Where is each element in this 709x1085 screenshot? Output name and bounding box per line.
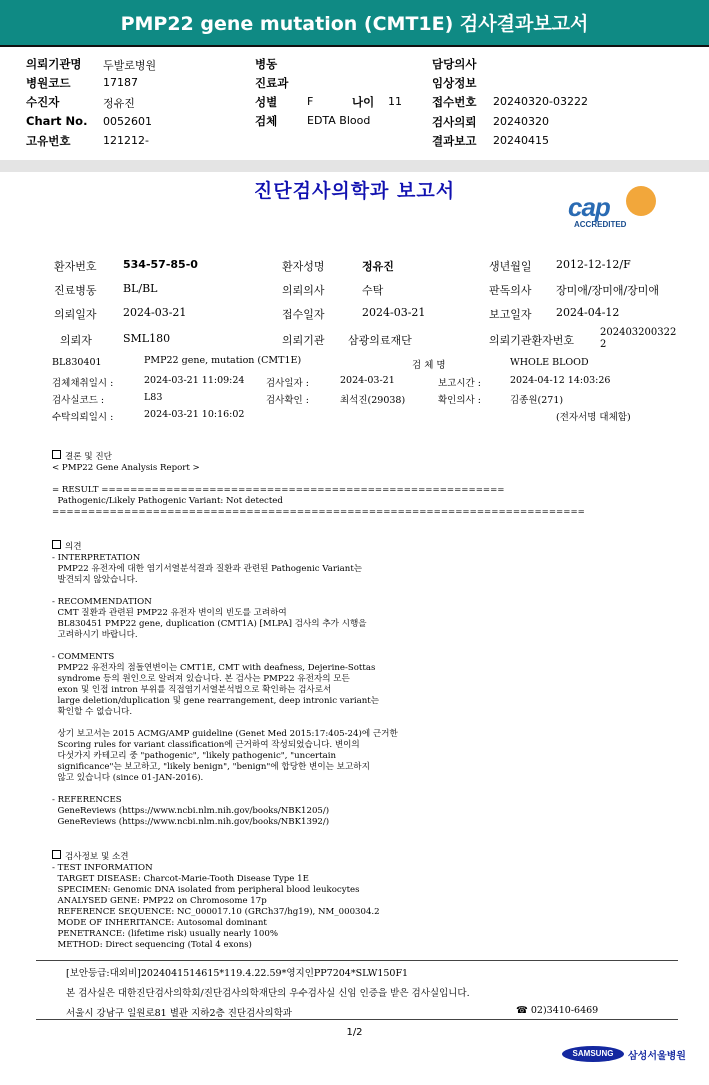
report-line <box>52 641 672 652</box>
report-line <box>52 663 672 674</box>
header-label: Chart No. <box>26 114 88 128</box>
report-line <box>52 751 672 762</box>
checkbox-square-icon <box>52 540 61 549</box>
report-line <box>52 685 672 696</box>
header-value: 20240320 <box>493 115 549 128</box>
report-line-text: MODE OF INHERITANCE: Autosomal dominant <box>52 918 267 928</box>
info-label: 환자성명 <box>282 260 325 273</box>
info-value: 삼광의료재단 <box>348 334 412 347</box>
request-header <box>0 54 709 150</box>
info-label: 의뢰기관환자번호 <box>489 334 575 347</box>
report-line-text: = RESULT ======================================================== <box>52 485 505 495</box>
info-value: 수탁 <box>362 284 384 297</box>
info-label: 의뢰기관 <box>282 334 325 347</box>
header-value: 17187 <box>103 76 138 89</box>
report-body <box>52 450 672 951</box>
report-line <box>52 762 672 773</box>
report-line-text: 검사정보 및 소견 <box>65 852 129 862</box>
header-label: 검사의뢰 <box>432 115 477 129</box>
info-label: 의뢰의사 <box>282 284 325 297</box>
report-line-text: TARGET DISEASE: Charcot-Marie-Tooth Disease Type 1E <box>52 874 309 884</box>
spec-label: 보고시간 : <box>438 378 481 389</box>
report-line <box>52 597 672 608</box>
report-line <box>52 918 672 929</box>
report-line <box>52 463 672 474</box>
report-line <box>52 608 672 619</box>
report-line-text: 결론 및 진단 <box>65 452 112 462</box>
header-label: 수진자 <box>26 95 60 109</box>
report-line <box>52 885 672 896</box>
info-label: 의뢰일자 <box>54 308 97 321</box>
report-line-text: large deletion/duplication 및 gene rearrangement, deep intronic variant는 <box>52 696 380 706</box>
info-label: 진료병동 <box>54 284 97 297</box>
info-value: 정유진 <box>362 260 394 273</box>
report-line <box>52 828 672 839</box>
report-line-text: - REFERENCES <box>52 795 122 805</box>
report-line <box>52 740 672 751</box>
report-line-text: 발견되지 않았습니다. <box>52 575 138 585</box>
report-line-text: ========================================================================== <box>52 507 585 517</box>
report-line-text: 의견 <box>65 542 82 552</box>
report-footer <box>36 960 678 1020</box>
checkbox-square-icon <box>52 850 61 859</box>
header-value: EDTA Blood <box>307 114 371 127</box>
spec-value: 최석진(29038) <box>340 395 406 406</box>
report-line <box>52 896 672 907</box>
spec-label: 검사확인 : <box>266 395 309 406</box>
report-line <box>52 718 672 729</box>
info-label: 생년월일 <box>489 260 532 273</box>
spec-value: L83 <box>144 392 163 403</box>
samsung-logo-pill: SAMSUNG <box>562 1046 624 1062</box>
report-line <box>52 696 672 707</box>
report-line-text: GeneReviews (https://www.ncbi.nlm.nih.gov/books/NBK1205/) <box>52 806 330 816</box>
header-value: 0052601 <box>103 115 152 128</box>
spec-value: 2024-03-21 <box>340 375 395 386</box>
header-label: 임상정보 <box>432 76 477 90</box>
security-line: [보안등급:대외비]2024041514615*119.4.22.59*영지인PP7204*SLW150F1 <box>66 968 409 979</box>
report-line <box>52 907 672 918</box>
report-line <box>52 707 672 718</box>
page-number: 1/2 <box>346 1027 363 1038</box>
hospital-name: 삼성서울병원 <box>628 1051 686 1062</box>
info-label: 의뢰자 <box>60 334 92 347</box>
banner-title: PMP22 gene mutation (CMT1E) 검사결과보고서 <box>120 13 589 35</box>
report-line <box>52 874 672 885</box>
report-line <box>52 773 672 784</box>
spec-value: 2024-03-21 11:09:24 <box>144 375 245 386</box>
section-heading <box>52 850 672 863</box>
report-line <box>52 795 672 806</box>
report-line <box>52 518 672 529</box>
report-banner <box>0 0 709 47</box>
report-line-text: 상기 보고서는 2015 ACMG/AMP guideline (Genet Med 2015:17:405-24)에 근거한 <box>52 729 398 739</box>
report-line <box>52 474 672 485</box>
header-value: 두발로병원 <box>103 59 157 72</box>
report-line-text: - TEST INFORMATION <box>52 863 153 873</box>
spec-value: 2024-03-21 10:16:02 <box>144 409 245 420</box>
lab-report <box>0 172 709 1085</box>
spec-label: 검사일자 : <box>266 378 309 389</box>
report-line <box>52 784 672 795</box>
report-line <box>52 496 672 507</box>
specimen-value: WHOLE BLOOD <box>510 357 589 368</box>
spec-value: 김종원(271) <box>510 395 564 406</box>
info-value-cont: 2 <box>600 339 607 350</box>
section-heading <box>52 540 672 553</box>
test-name: PMP22 gene, mutation (CMT1E) <box>144 355 302 366</box>
test-code: BL830401 <box>52 357 102 368</box>
section-divider <box>0 160 709 172</box>
header-label: 접수번호 <box>432 95 477 109</box>
info-label: 접수일자 <box>282 308 325 321</box>
report-line-text: 않고 있습니다 (since 01-JAN-2016). <box>52 773 204 783</box>
info-value: 2024-03-21 <box>362 306 426 319</box>
report-line-text: Scoring rules for variant classification에 근거하여 작성되었습니다. 변이의 <box>52 740 360 750</box>
header-label: 진료과 <box>255 76 289 90</box>
report-line-text: 다섯가지 카테고리 중 "pathogenic", "likely pathogenic", "uncertain <box>52 751 337 761</box>
header-value: 121212- <box>103 134 149 147</box>
report-title: 진단검사의학과 보고서 <box>253 180 456 202</box>
info-value: 202403200322 <box>600 327 677 338</box>
report-line-text: 고려하시기 바랍니다. <box>52 630 138 640</box>
report-line-text: METHOD: Direct sequencing (Total 4 exons) <box>52 940 252 950</box>
info-value: 2024-04-12 <box>556 306 620 319</box>
certification-line: 본 검사실은 대한진단검사의학회/진단검사의학재단의 우수검사실 신임 인증을 받은 검사실입니다. <box>66 988 470 999</box>
header-label: 검체 <box>255 114 278 128</box>
report-line <box>52 940 672 951</box>
report-line-text: REFERENCE SEQUENCE: NC_000017.10 (GRCh37/hg19), NM_000304.2 <box>52 907 380 917</box>
report-line <box>52 817 672 828</box>
section-heading <box>52 450 672 463</box>
header-label: 성별 <box>255 95 278 109</box>
spec-label: 검사실코드 : <box>52 395 105 406</box>
spec-label: 수탁의뢰일시 : <box>52 412 114 423</box>
header-value: 20240415 <box>493 134 549 147</box>
header-value: 정유진 <box>103 97 135 110</box>
report-line <box>52 630 672 641</box>
report-line <box>52 553 672 564</box>
report-line <box>52 485 672 496</box>
report-line-text: ANALYSED GENE: PMP22 on Chromosome 17p <box>52 896 267 906</box>
report-line <box>52 575 672 586</box>
report-line-text: significance"는 보고하고, "likely benign", "benign"에 합당한 변이는 보고하지 <box>52 762 370 772</box>
report-line-text: GeneReviews (https://www.ncbi.nlm.nih.gov/books/NBK1392/) <box>52 817 330 827</box>
report-line-text: - INTERPRETATION <box>52 553 141 563</box>
info-label: 환자번호 <box>54 260 97 273</box>
report-line-text: - COMMENTS <box>52 652 115 662</box>
header-value: F <box>307 95 314 108</box>
report-line-text: PMP22 유전자의 점돌연변이는 CMT1E, CMT with deafness, Dejerine-Sottas <box>52 663 376 673</box>
report-line-text: syndrome 등의 원인으로 알려져 있습니다. 본 검사는 PMP22 유전자의 모든 <box>52 674 350 684</box>
info-label: 보고일자 <box>489 308 532 321</box>
header-value: 11 <box>388 95 402 108</box>
report-line-text: Pathogenic/Likely Pathogenic Variant: Not detected <box>52 496 283 506</box>
report-line-text: exon 및 인접 intron 부위를 직접염기서열분석법으로 확인하는 검사로서 <box>52 685 332 695</box>
header-label: 의뢰기관명 <box>26 57 82 71</box>
report-line <box>52 729 672 740</box>
report-line <box>52 674 672 685</box>
report-line <box>52 619 672 630</box>
report-line-text: CMT 질환과 관련된 PMP22 유전자 변이의 빈도를 고려하여 <box>52 608 287 618</box>
cap-logo-sub: ACCREDITED <box>574 220 627 229</box>
header-label: 고유번호 <box>26 134 71 148</box>
report-line <box>52 929 672 940</box>
header-label: 나이 <box>352 95 375 109</box>
info-value: 장미애/장미애/장미애 <box>556 284 660 297</box>
samsung-hospital-logo <box>562 1044 684 1066</box>
report-line <box>52 806 672 817</box>
info-value: SML180 <box>123 332 171 345</box>
report-line <box>52 652 672 663</box>
cap-logo-word: cap <box>568 192 610 222</box>
header-label: 병원코드 <box>26 76 71 90</box>
cap-accredited-logo <box>568 186 660 230</box>
report-line-text: - RECOMMENDATION <box>52 597 152 607</box>
report-line-text: BL830451 PMP22 gene, duplication (CMT1A) [MLPA] 검사의 추가 시행을 <box>52 619 367 629</box>
header-label: 결과보고 <box>432 134 477 148</box>
spec-label: 검체채취일시 : <box>52 378 114 389</box>
info-label: 판독의사 <box>489 284 532 297</box>
report-line-text: PMP22 유전자에 대한 염기서열분석결과 질환과 관련된 Pathogenic Variant는 <box>52 564 363 574</box>
info-value: 2012-12-12/F <box>556 258 631 271</box>
report-line <box>52 507 672 518</box>
checkbox-square-icon <box>52 450 61 459</box>
phone-line: ☎ 02)3410-6469 <box>516 1005 599 1016</box>
e-signature-note: (전자서명 대체함) <box>556 412 631 423</box>
report-line <box>52 529 672 540</box>
info-value: 2024-03-21 <box>123 306 187 319</box>
spec-label: 확인의사 : <box>438 395 481 406</box>
report-line-text: PENETRANCE: (lifetime risk) usually nearly 100% <box>52 929 279 939</box>
header-label: 담당의사 <box>432 57 477 71</box>
report-line-text: < PMP22 Gene Analysis Report > <box>52 463 200 473</box>
specimen-label: 검 체 명 <box>412 360 446 371</box>
report-line <box>52 564 672 575</box>
header-label: 병동 <box>255 57 278 71</box>
header-value: 20240320-03222 <box>493 95 588 108</box>
report-line-text: SPECIMEN: Genomic DNA isolated from peripheral blood leukocytes <box>52 885 360 895</box>
info-value: 534-57-85-0 <box>123 258 198 271</box>
spec-value: 2024-04-12 14:03:26 <box>510 375 611 386</box>
info-value: BL/BL <box>123 282 158 295</box>
report-line-text: 확인할 수 없습니다. <box>52 707 133 717</box>
report-line <box>52 586 672 597</box>
cap-emblem-icon <box>626 186 656 216</box>
address-line: 서울시 강남구 일원로81 별관 지하2층 진단검사의학과 <box>66 1008 292 1019</box>
report-line <box>52 839 672 850</box>
report-line <box>52 863 672 874</box>
